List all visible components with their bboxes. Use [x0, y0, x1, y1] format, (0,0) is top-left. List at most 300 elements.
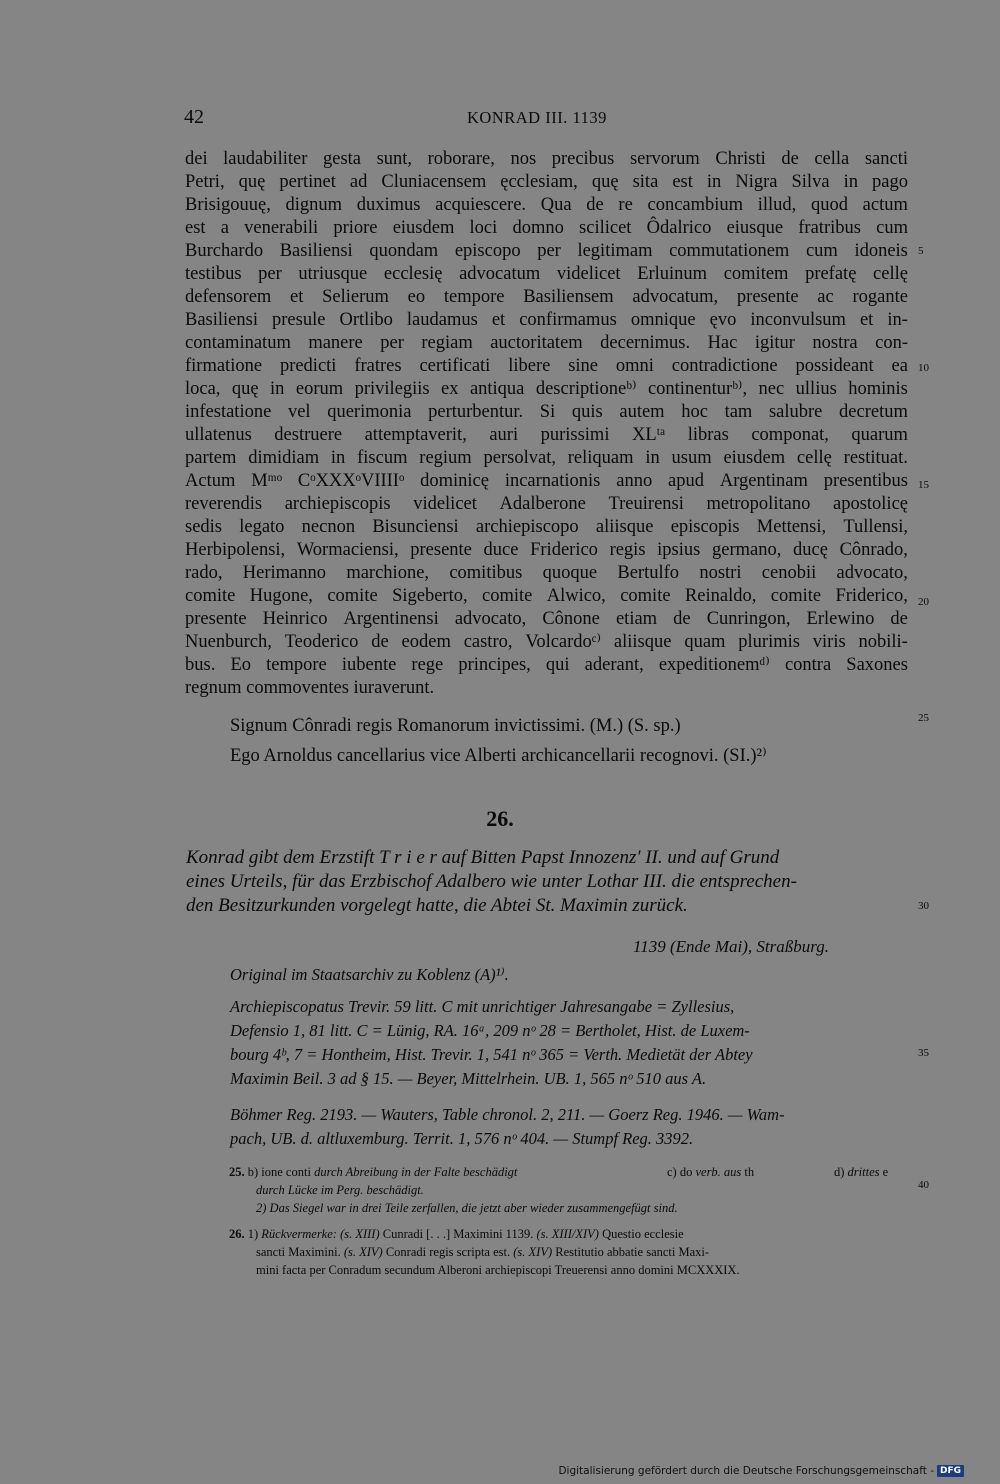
word: laudamus — [406, 310, 478, 330]
word: pago — [871, 172, 908, 192]
footnote-25-b-note: durch Abreibung in der Falte beschädigt — [314, 1165, 518, 1179]
body-line — [185, 654, 908, 677]
line-number: 20 — [918, 596, 929, 608]
word: inconvulsum — [750, 310, 846, 330]
word: auri — [489, 425, 519, 445]
word: Adalberone — [499, 494, 586, 514]
footnote-26-l2d: (s. XIV) — [513, 1245, 553, 1259]
line-number: 15 — [918, 479, 929, 491]
word: in — [270, 379, 285, 399]
word: per — [537, 241, 561, 261]
word: Si — [539, 402, 556, 422]
word: idoneis — [854, 241, 908, 261]
line-number: 35 — [918, 1047, 929, 1059]
word: usum — [671, 448, 712, 468]
word: quondam — [369, 241, 439, 261]
word: componat, — [751, 425, 829, 445]
word: principes, — [458, 655, 531, 675]
word: contradictione — [671, 356, 778, 376]
word: metropolitano — [706, 494, 811, 514]
footnote-25-b: b) ione conti — [247, 1165, 311, 1179]
word: certificati — [419, 356, 491, 376]
word: Alwico, — [546, 586, 606, 606]
line-number: 40 — [918, 1179, 929, 1191]
word: Basiliensi — [279, 241, 353, 261]
word: regiam — [421, 333, 473, 353]
word: eiusdem — [392, 218, 455, 238]
footnote-26-l1b: Rückvermerke: (s. XIII) — [261, 1227, 380, 1241]
word: presule — [272, 310, 326, 330]
word: reliquam — [567, 448, 634, 468]
word: eiusdem — [723, 448, 786, 468]
word: testibus — [185, 264, 242, 284]
word: in — [330, 448, 346, 468]
word: XLᵗᵃ — [631, 425, 666, 445]
word: aliisque — [613, 632, 672, 652]
word: presente — [185, 609, 247, 629]
editions-line: Defensio 1, 81 litt. C = Lünig, RA. 16ᵃ, 209 nᵒ 28 = Bertholet, Hist. de Luxem- — [230, 1021, 750, 1040]
word: comite — [185, 586, 236, 606]
word: legitimam — [577, 241, 653, 261]
body-line — [185, 148, 908, 171]
word: Herbipolensi, — [185, 540, 286, 560]
word: Petri, — [185, 172, 225, 192]
word: de — [890, 609, 908, 629]
body-line — [185, 332, 908, 355]
body-line — [185, 516, 908, 539]
word: in- — [887, 310, 908, 330]
word: quę — [231, 379, 259, 399]
footnote-25-c-label: c) do — [667, 1165, 693, 1179]
word: Basiliensi — [185, 310, 258, 330]
word: Nigra — [735, 172, 778, 192]
word: Teoderico — [284, 632, 359, 652]
word: scilicet — [579, 218, 632, 238]
word: persolvat, — [483, 448, 556, 468]
word: Wormaciensi, — [296, 540, 399, 560]
word: Mᵐᵒ — [251, 471, 283, 491]
editions-line: bourg 4ᵇ, 7 = Hontheim, Hist. Trevir. 1, 541 nᵒ 365 = Verth. Medietät der Abtey — [230, 1045, 753, 1064]
footnote-26-l1a: 1) — [247, 1227, 259, 1241]
body-line — [185, 309, 908, 332]
word: rege — [411, 655, 444, 675]
word: quoque — [542, 563, 598, 583]
word: comitibus — [449, 563, 523, 583]
word: libere — [508, 356, 551, 376]
word: hoc — [681, 402, 708, 422]
footnote-25-c — [667, 1164, 754, 1180]
word: comite — [327, 586, 378, 606]
word: presente — [410, 540, 472, 560]
word: quis — [571, 402, 603, 422]
editions-line: Maximin Beil. 3 ad § 15. — Beyer, Mittelrhein. UB. 1, 565 nᵒ 510 aus A. — [230, 1069, 707, 1088]
word: aderant, — [584, 655, 644, 675]
word: Hac — [707, 333, 738, 353]
word: duce — [483, 540, 519, 560]
regest-line: eines Urteils, für das Erzbischof Adalbero wie unter Lothar III. die entsprechen- — [186, 871, 797, 892]
word: ęvo — [709, 310, 737, 330]
word: Basiliensem — [523, 287, 614, 307]
word: decernimus. — [600, 333, 691, 353]
word: Sigeberto, — [392, 586, 468, 606]
word: de — [586, 195, 604, 215]
word: Cluniacensem — [381, 172, 487, 192]
word: sunt, — [376, 149, 413, 169]
footnote-25-line2 — [256, 1182, 424, 1198]
word: anno — [616, 471, 653, 491]
word: dominicę — [420, 471, 489, 491]
word: Treuirensi — [608, 494, 684, 514]
word: Argentinensi — [343, 609, 439, 629]
word: sedis — [185, 517, 222, 537]
word: Ortlibo — [339, 310, 393, 330]
original-note: Original im Staatsarchiv zu Koblenz (A)¹⁾. — [230, 965, 509, 984]
word: loca, — [185, 379, 221, 399]
word: Saxones — [846, 655, 908, 675]
word: Reinaldo, — [684, 586, 757, 606]
word: continenturᵇ⁾, — [647, 379, 748, 399]
word: ex — [441, 379, 459, 399]
word: tempore — [266, 655, 327, 675]
word: domno — [512, 218, 564, 238]
regesta-line: Böhmer Reg. 2193. — Wauters, Table chronol. 2, 211. — Goerz Reg. 1946. — Wam- — [230, 1105, 785, 1124]
word: possideant — [795, 356, 874, 376]
word: de — [781, 149, 799, 169]
word: apostolicę — [832, 494, 908, 514]
body-line — [185, 585, 908, 608]
word: nec — [758, 379, 785, 399]
footnote-25-d-label: d) — [834, 1165, 845, 1179]
word: Argentinam — [719, 471, 808, 491]
body-line — [185, 263, 908, 286]
word: fratres — [354, 356, 402, 376]
footnote-26-l1c: Cunradi [. . .] Maximini 1139. — [382, 1227, 534, 1241]
word: eo — [407, 287, 426, 307]
word: commutationem — [669, 241, 790, 261]
word: per — [380, 333, 404, 353]
word: nostra — [812, 333, 858, 353]
word: archiepiscopis — [284, 494, 391, 514]
word: in — [645, 448, 660, 468]
word: archiepiscopo — [475, 517, 579, 537]
word: Cônrado, — [839, 540, 908, 560]
word: germano, — [712, 540, 782, 560]
word: autem — [619, 402, 665, 422]
word: ullatenus — [185, 425, 252, 445]
word: etiam — [615, 609, 658, 629]
word: concambium — [647, 195, 744, 215]
word: quarum — [851, 425, 908, 445]
word: hominis — [848, 379, 908, 399]
word: incarnationis — [504, 471, 601, 491]
word: dei — [185, 149, 208, 169]
word: in — [706, 172, 722, 192]
word: priore — [333, 218, 378, 238]
word: Nuenburch, — [185, 632, 272, 652]
word: predicti — [279, 356, 337, 376]
body-line — [185, 562, 908, 585]
word: Heinrico — [262, 609, 328, 629]
word: cellę — [796, 448, 832, 468]
word: restituat. — [843, 448, 908, 468]
word: Eo — [230, 655, 251, 675]
word: advocato, — [836, 563, 908, 583]
word: cum — [805, 241, 838, 261]
word: omni — [615, 356, 654, 376]
footnote-25-line2-text: durch Lücke im Perg. beschädigt. — [256, 1183, 424, 1197]
footnote-26-line2 — [256, 1244, 709, 1260]
word: presentibus — [823, 471, 908, 491]
footnote-26-l2a: sancti Maximini. — [256, 1245, 341, 1259]
word: comite — [770, 586, 822, 606]
word: cella — [814, 149, 850, 169]
word: est — [672, 172, 693, 192]
word: Ôdalrico — [646, 218, 712, 238]
word: acquiescere. — [435, 195, 527, 215]
body-line — [185, 217, 908, 240]
word: reverendis — [185, 494, 263, 514]
word: advocatum — [459, 264, 541, 284]
word: purissimi — [540, 425, 610, 445]
word: videlicet — [413, 494, 477, 514]
word: ea — [891, 356, 908, 376]
word: tempore — [443, 287, 505, 307]
footnote-26-line1 — [229, 1226, 684, 1242]
body-line — [185, 401, 908, 424]
line-number: 25 — [918, 712, 929, 724]
word: destruere — [274, 425, 343, 445]
word: comite — [620, 586, 671, 606]
word: pertinet — [279, 172, 336, 192]
word: Mettensi, — [756, 517, 827, 537]
footnote-26-l1e: Questio ecclesie — [602, 1227, 684, 1241]
body-line — [185, 539, 908, 562]
word: privilegiis — [354, 379, 430, 399]
word: Selierum — [322, 287, 389, 307]
line-number: 30 — [918, 900, 929, 912]
word: fiscum — [357, 448, 408, 468]
footnote-25-number: 25. — [229, 1165, 245, 1179]
word: ipsius — [657, 540, 701, 560]
word: qui — [545, 655, 570, 675]
word: Friderico — [530, 540, 598, 560]
word: quam — [684, 632, 726, 652]
word: comite — [481, 586, 533, 606]
regest-line: Konrad gibt dem Erzstift T r i e r auf Bitten Papst Innozenz' II. und auf Grund — [186, 847, 780, 868]
body-line — [185, 194, 908, 217]
word: utriusque — [298, 264, 368, 284]
word: confirmamus — [519, 310, 617, 330]
word: videlicet — [556, 264, 621, 284]
word: ad — [349, 172, 368, 192]
editions-line: Archiepiscopatus Trevir. 59 litt. C mit unrichtiger Jahresangabe = Zyllesius, — [230, 997, 735, 1016]
word: Cunringon, — [706, 609, 791, 629]
body-line — [185, 470, 908, 493]
word: nos — [510, 149, 537, 169]
word: illud, — [757, 195, 797, 215]
footer — [558, 1465, 964, 1477]
word: manere — [308, 333, 363, 353]
footnote-26-l2b: (s. XIV) — [343, 1245, 383, 1259]
footnote-26-line3 — [256, 1262, 740, 1278]
word: laudabiliter — [223, 149, 308, 169]
footnote-25-line3-text: 2) Das Siegel war in drei Teile zerfallen, die jetzt aber wieder zusammengefügt sind. — [256, 1201, 678, 1215]
word: Bertulfo — [617, 563, 680, 583]
word: antiqua — [469, 379, 525, 399]
word: Friderico, — [835, 586, 908, 606]
word: Silva — [791, 172, 830, 192]
footnote-25-line3 — [256, 1200, 678, 1216]
body-line — [185, 355, 908, 378]
word: auctoritatem — [490, 333, 583, 353]
word: ducę — [793, 540, 828, 560]
word: cellę — [873, 264, 908, 284]
regest-line: den Besitzurkunden vorgelegt hatte, die Abtei St. Maximin zurück. — [186, 895, 688, 916]
word: salubre — [768, 402, 823, 422]
line-number: 10 — [918, 362, 929, 374]
word: comitem — [723, 264, 789, 284]
word: de — [673, 609, 691, 629]
footnote-25-c-tail: th — [744, 1165, 755, 1179]
body-line — [185, 447, 908, 470]
word: rogante — [852, 287, 908, 307]
word: de — [371, 632, 389, 652]
word: perturbentur. — [428, 402, 524, 422]
word: fratribus — [798, 218, 861, 238]
word: loci — [469, 218, 498, 238]
word: CᵒXXXᵒVIIIIᵒ — [297, 471, 405, 491]
body-line — [185, 240, 908, 263]
word: Qua — [540, 195, 572, 215]
word: contaminatum — [185, 333, 291, 353]
word: a — [220, 218, 229, 238]
word: iubente — [341, 655, 397, 675]
word: quę — [591, 172, 619, 192]
body-line — [185, 424, 908, 447]
word: cum — [876, 218, 908, 238]
word: et — [290, 287, 304, 307]
word: firmatione — [185, 356, 263, 376]
word: defensorem — [185, 287, 272, 307]
word: presente — [736, 287, 799, 307]
word: castro, — [463, 632, 513, 652]
word: advocato, — [454, 609, 527, 629]
word: ęcclesiam, — [500, 172, 578, 192]
word: Herimanno — [242, 563, 327, 583]
word: Christi — [715, 149, 766, 169]
word: Cônone — [542, 609, 600, 629]
dfg-logo: DFG — [937, 1465, 964, 1477]
word: partem — [185, 448, 237, 468]
word: ullius — [795, 379, 837, 399]
word: Bisunciensi — [372, 517, 459, 537]
word: eodem — [401, 632, 451, 652]
word: per — [258, 264, 282, 284]
word: eiusque — [726, 218, 784, 238]
footnote-26-l2e: Restitutio abbatie sancti Maxi- — [555, 1245, 710, 1259]
word: quę — [238, 172, 266, 192]
word: Actum — [185, 471, 236, 491]
word: apud — [668, 471, 705, 491]
footnote-25-d — [834, 1164, 888, 1180]
word: Brisigouuę, — [185, 195, 271, 215]
word: Hugone, — [249, 586, 313, 606]
body-line — [185, 171, 908, 194]
word: et — [859, 310, 874, 330]
word: re — [618, 195, 633, 215]
footnote-25-c-note: verb. aus — [695, 1165, 742, 1179]
word: roborare, — [427, 149, 495, 169]
word: et — [491, 310, 506, 330]
signature-line: Ego Arnoldus cancellarius vice Alberti archicancellarii recognovi. (SI.)²⁾ — [230, 746, 767, 766]
footnote-26-l1d: (s. XIII/XIV) — [536, 1227, 599, 1241]
word: bus. — [185, 655, 216, 675]
word: dignum — [285, 195, 343, 215]
body-line — [185, 631, 908, 654]
word: contra — [784, 655, 832, 675]
word: in — [843, 172, 858, 192]
word: marchione, — [346, 563, 430, 583]
word: actum — [862, 195, 908, 215]
signature-line: Signum Cônradi regis Romanorum invictissimi. (M.) (S. sp.) — [230, 716, 681, 736]
word: eorum — [295, 379, 344, 399]
word: descriptioneᵇ⁾ — [535, 379, 637, 399]
word: plurimis — [738, 632, 800, 652]
word: Burchardo — [185, 241, 264, 261]
word: gesta — [322, 149, 361, 169]
word: regium — [419, 448, 472, 468]
body-line: regnum commoventes iuraverunt. — [185, 678, 435, 698]
word: prefatę — [805, 264, 857, 284]
word: servorum — [629, 149, 700, 169]
word: sita — [632, 172, 659, 192]
word: viris — [812, 632, 846, 652]
word: legato — [239, 517, 285, 537]
word: vel — [287, 402, 311, 422]
word: est — [185, 218, 206, 238]
page-number: 42 — [184, 106, 204, 128]
word: attemptaverit, — [364, 425, 467, 445]
word: precibus — [551, 149, 615, 169]
word: episcopis — [670, 517, 740, 537]
body-line — [185, 378, 908, 401]
body-line — [185, 286, 908, 309]
regesta-line: pach, UB. d. altluxemburg. Territ. 1, 576 nᵒ 404. — Stumpf Reg. 3392. — [230, 1129, 694, 1148]
word: con- — [875, 333, 908, 353]
word: Erlewino — [806, 609, 875, 629]
word: necnon — [301, 517, 356, 537]
word: ac — [817, 287, 834, 307]
word: aliisque — [595, 517, 654, 537]
word: nobili- — [858, 632, 908, 652]
word: episcopo — [454, 241, 521, 261]
word: quod — [810, 195, 848, 215]
word: libras — [687, 425, 729, 445]
document-number: 26. — [486, 806, 514, 831]
word: sancti — [864, 149, 908, 169]
body-line — [185, 608, 908, 631]
word: cenobii — [761, 563, 817, 583]
word: Volcardoᶜ⁾ — [525, 632, 602, 652]
footnote-25-line1 — [229, 1164, 517, 1180]
word: regis — [609, 540, 646, 560]
word: dimidiam — [248, 448, 320, 468]
footnote-26-number: 26. — [229, 1227, 245, 1241]
footnote-26-l2c: Conradi regis scripta est. — [385, 1245, 511, 1259]
word: querimonia — [327, 402, 412, 422]
word: Erluinum — [637, 264, 708, 284]
word: Tullensi, — [843, 517, 908, 537]
